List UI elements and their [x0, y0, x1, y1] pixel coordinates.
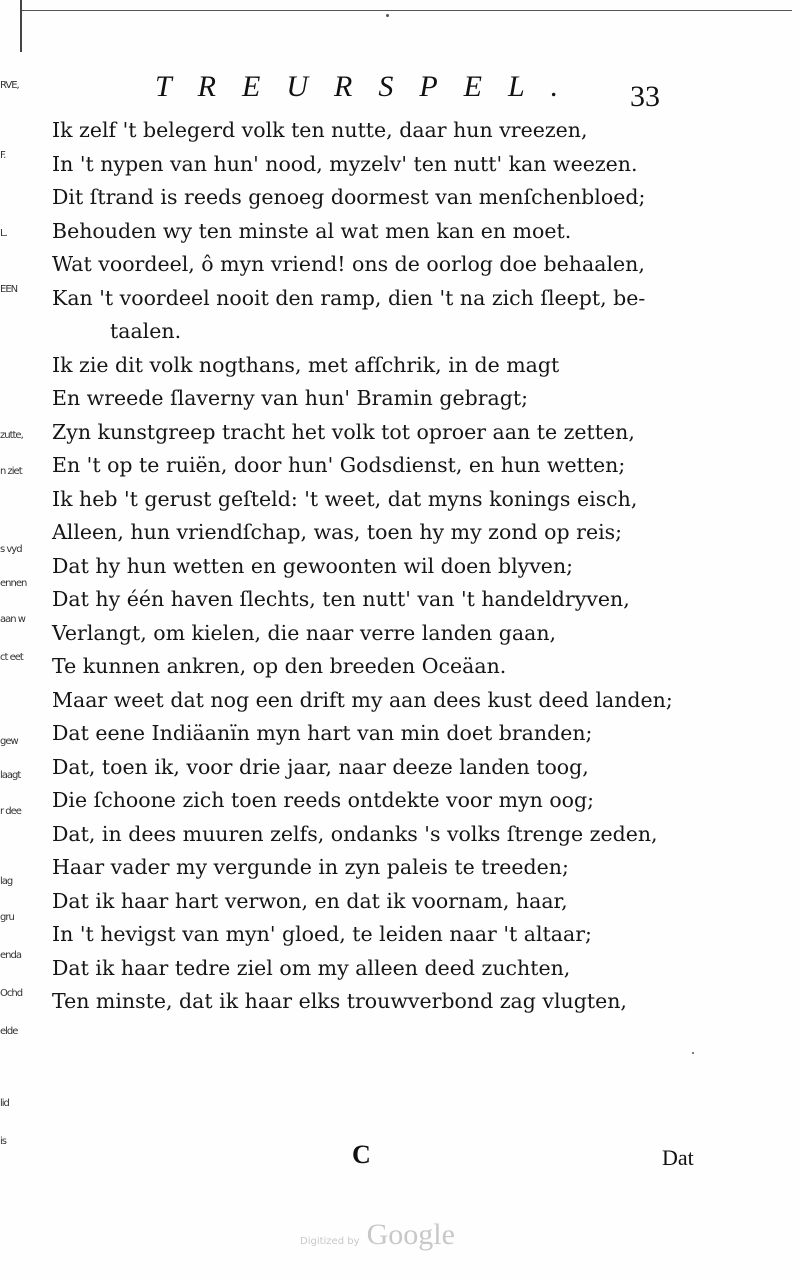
margin-fragment: gru — [0, 912, 14, 923]
ink-speck — [692, 1052, 694, 1054]
left-margin-rule — [20, 0, 22, 52]
verse-line: Die ſchoone zich toen reeds ontdekte voor myn oog; — [52, 788, 595, 812]
margin-fragment: ennen — [0, 578, 27, 589]
margin-fragment: laagt — [0, 770, 21, 781]
watermark-logo: Google — [366, 1218, 455, 1251]
ink-speck — [386, 14, 389, 17]
margin-fragment: ct eet — [0, 652, 23, 663]
page-number: 33 — [630, 80, 660, 113]
verse-line: Verlangt, om kielen, die naar verre landen gaan, — [52, 620, 557, 645]
margin-fragment: gew — [0, 736, 18, 747]
margin-fragment: aan w — [0, 614, 25, 625]
margin-fragment: lag — [0, 876, 13, 887]
verse-block — [52, 114, 752, 1019]
verse-line: In 't nypen van hun' nood, myzelv' ten nutt' kan weezen. — [52, 151, 638, 176]
margin-fragment: zutte, — [0, 430, 23, 441]
top-rule — [22, 10, 792, 11]
catchword: Dat — [662, 1145, 694, 1170]
verse-line: En 't op te ruiën, door hun' Godsdienst, en hun wetten; — [52, 453, 626, 477]
verse-line: Ten minste, dat ik haar elks trouwverbond zag vlugten, — [52, 989, 627, 1013]
verse-line: In 't hevigst van myn' gloed, te leiden naar 't altaar; — [52, 922, 592, 946]
margin-fragment: s vyd — [0, 544, 22, 555]
verse-line: taalen. — [110, 319, 182, 343]
verse-line: Kan 't voordeel nooit den ramp, dien 't na zich ſleept, be- — [52, 285, 646, 310]
verse-line: Dat, in dees muuren zelfs, ondanks 's volks ſtrenge zeden, — [52, 821, 658, 846]
verse-line: Ik zie dit volk nogthans, met afſchrik, in de magt — [52, 352, 560, 377]
verse-line: Wat voordeel, ô myn vriend! ons de oorlog doe behaalen, — [52, 252, 645, 276]
margin-fragment: Ochd — [0, 988, 23, 999]
verse-line: Te kunnen ankren, op den breeden Oceäan. — [52, 654, 507, 678]
verse-line: Zyn kunstgreep tracht het volk tot oproer aan te zetten, — [52, 419, 635, 444]
margin-fragment: lid — [0, 1098, 9, 1109]
margin-fragment: enda — [0, 950, 21, 961]
verse-line: En wreede ſlaverny van hun' Bramin gebragt; — [52, 386, 528, 410]
verse-line: Dat hy één haven ſlechts, ten nutt' van 't handeldryven, — [52, 587, 630, 611]
verse-line: Ik heb 't gerust geſteld: 't weet, dat myns konings eisch, — [52, 486, 638, 511]
verse-line: Alleen, hun vriendſchap, was, toen hy my zond op reis; — [52, 520, 623, 544]
verse-line: Haar vader my vergunde in zyn paleis te treeden; — [52, 855, 569, 879]
margin-fragment: elde — [0, 1026, 18, 1037]
margin-fragment: L. — [0, 228, 7, 239]
signature-mark: C — [352, 1140, 371, 1169]
verse-line: Dat ik haar hart verwon, en dat ik voornam, haar, — [52, 888, 568, 913]
margin-fragment: is — [0, 1136, 6, 1147]
margin-fragment: n ziet — [0, 466, 22, 477]
margin-fragment: F. — [0, 150, 6, 161]
margin-fragment: EEN — [0, 284, 18, 295]
verse-line: Dat hy hun wetten en gewoonten wil doen blyven; — [52, 553, 574, 578]
verse-line: Behouden wy ten minste al wat men kan en moet. — [52, 218, 572, 243]
verse-line: Maar weet dat nog een drift my aan dees kust deed landen; — [52, 687, 673, 712]
watermark-prefix: Digitized by — [300, 1236, 360, 1247]
margin-fragment: r dee — [0, 806, 21, 817]
verse-line: Dat eene Indiäanïn myn hart van min doet branden; — [52, 721, 593, 745]
margin-fragment: RVE, — [0, 80, 19, 91]
digitization-watermark — [300, 1218, 455, 1252]
verse-line: Dat, toen ik, voor drie jaar, naar deeze landen toog, — [52, 754, 589, 779]
verse-line: Dit ſtrand is reeds genoeg doormest van menſchenbloed; — [52, 185, 646, 209]
running-head: TREURSPEL. — [155, 70, 585, 103]
verse-line: Dat ik haar tedre ziel om my alleen deed zuchten, — [52, 955, 571, 980]
verse-line: Ik zelf 't belegerd volk ten nutte, daar hun vreezen, — [52, 118, 588, 142]
